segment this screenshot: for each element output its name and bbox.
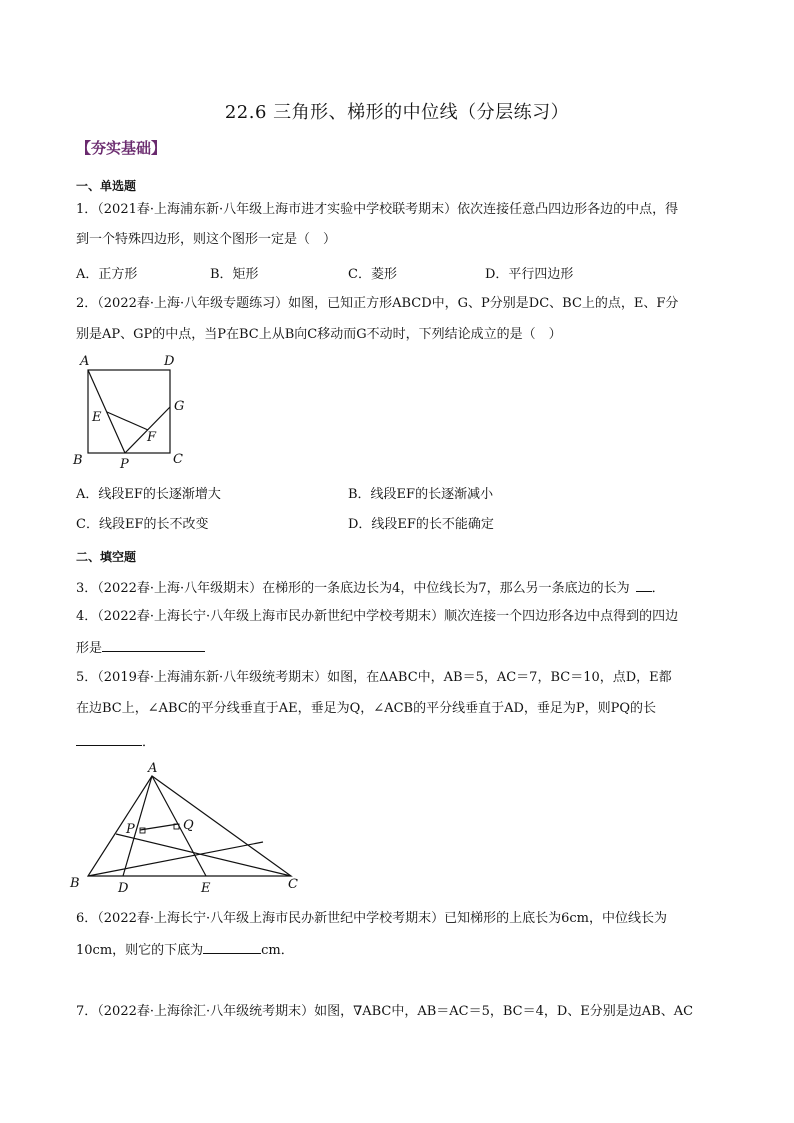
label-p: P xyxy=(126,822,135,837)
label-a: A xyxy=(148,761,158,776)
question-6-text-a: 10cm，则它的下底为 xyxy=(76,943,204,958)
question-3 xyxy=(76,578,726,598)
label-d: D xyxy=(164,354,175,369)
question-1-line-2: 到一个特殊四边形，则这个图形一定是（ ） xyxy=(76,232,337,247)
answer-blank-4[interactable] xyxy=(102,638,205,652)
label-c: C xyxy=(288,877,298,892)
q2-option-a: A．线段EF的长逐渐增大 xyxy=(76,487,221,502)
question-6-line-2 xyxy=(76,940,726,960)
question-5-line-2: 在边BC上，∠ABC的平分线垂直于AE，垂足为Q，∠ACB的平分线垂直于AD，垂足为P，则PQ的长 xyxy=(76,701,657,716)
part-heading-fill-blank: 二、填空题 xyxy=(76,550,137,564)
label-b: B xyxy=(73,453,83,468)
question-6-line-1: 6．（2022春·上海长宁·八年级上海市民办新世纪中学校考期末）已知梯形的上底长为6cm，中位线长为 xyxy=(76,911,667,926)
part-heading-single-choice: 一、单选题 xyxy=(76,179,137,193)
q2-option-d: D．线段EF的长不能确定 xyxy=(348,517,494,532)
question-2-line-1: 2．（2022春·上海·八年级专题练习）如图，已知正方形ABCD中，G、P分别是DC、BC上的点，E、F分 xyxy=(76,296,679,311)
triangle-figure xyxy=(66,758,316,898)
page-title: 22.6 三角形、梯形的中位线（分层练习） xyxy=(224,102,570,123)
label-g: G xyxy=(174,399,185,414)
label-q: Q xyxy=(183,818,194,833)
q1-option-c: C．菱形 xyxy=(348,267,397,282)
answer-blank-3[interactable] xyxy=(636,578,652,592)
question-5-line-1: 5．（2019春·上海浦东新·八年级统考期末）如图，在ΔABC中，AB＝5，AC＝7，BC＝10，点D，E都 xyxy=(76,670,672,685)
answer-blank-6[interactable] xyxy=(203,940,261,954)
question-4-text: 形是 xyxy=(76,641,103,656)
question-1-line-1: 1．（2021春·上海浦东新·八年级上海市进才实验中学校联考期末）依次连接任意凸四边形各边的中点，得 xyxy=(76,202,679,217)
question-5-line-3 xyxy=(76,732,726,752)
question-2-line-2: 别是AP、GP的中点，当P在BC上从B向C移动而G不动时，下列结论成立的是（ ） xyxy=(76,327,562,342)
label-a: A xyxy=(80,354,90,369)
q2-option-b: B．线段EF的长逐渐减小 xyxy=(348,487,494,502)
q1-option-a: A．正方形 xyxy=(76,267,138,282)
question-6-text-b: cm． xyxy=(261,943,294,958)
question-3-text: 3．（2022春·上海·八年级期末）在梯形的一条底边长为4，中位线长为7，那么另一条底边的长为 xyxy=(76,581,630,596)
label-c: C xyxy=(173,452,183,467)
square-figure xyxy=(70,350,200,470)
segment-pq xyxy=(140,824,178,830)
label-p: P xyxy=(120,457,129,470)
section-heading: 【夯实基础】 xyxy=(76,139,167,157)
question-4-line-1: 4．（2022春·上海长宁·八年级上海市民办新世纪中学校考期末）顺次连接一个四边形各边中点得到的四边 xyxy=(76,609,679,624)
answer-blank-5[interactable] xyxy=(76,732,142,746)
q2-option-c: C．线段EF的长不改变 xyxy=(76,517,209,532)
label-f: F xyxy=(147,430,157,445)
question-5-end: ． xyxy=(142,735,156,750)
bisector-c xyxy=(116,834,291,876)
q1-option-b: B．矩形 xyxy=(210,267,259,282)
label-d: D xyxy=(118,881,129,896)
label-b: B xyxy=(70,876,80,891)
question-7-line-1: 7．（2022春·上海徐汇·八年级统考期末）如图，∇ABC中，AB＝AC＝5，BC＝4，D、E分别是边AB、AC xyxy=(76,1004,694,1019)
q1-option-d: D．平行四边形 xyxy=(485,267,574,282)
label-e: E xyxy=(201,881,211,896)
question-3-end: ． xyxy=(651,581,665,596)
question-4-line-2 xyxy=(76,638,726,658)
label-e: E xyxy=(92,410,102,425)
bisector-b xyxy=(88,842,263,876)
